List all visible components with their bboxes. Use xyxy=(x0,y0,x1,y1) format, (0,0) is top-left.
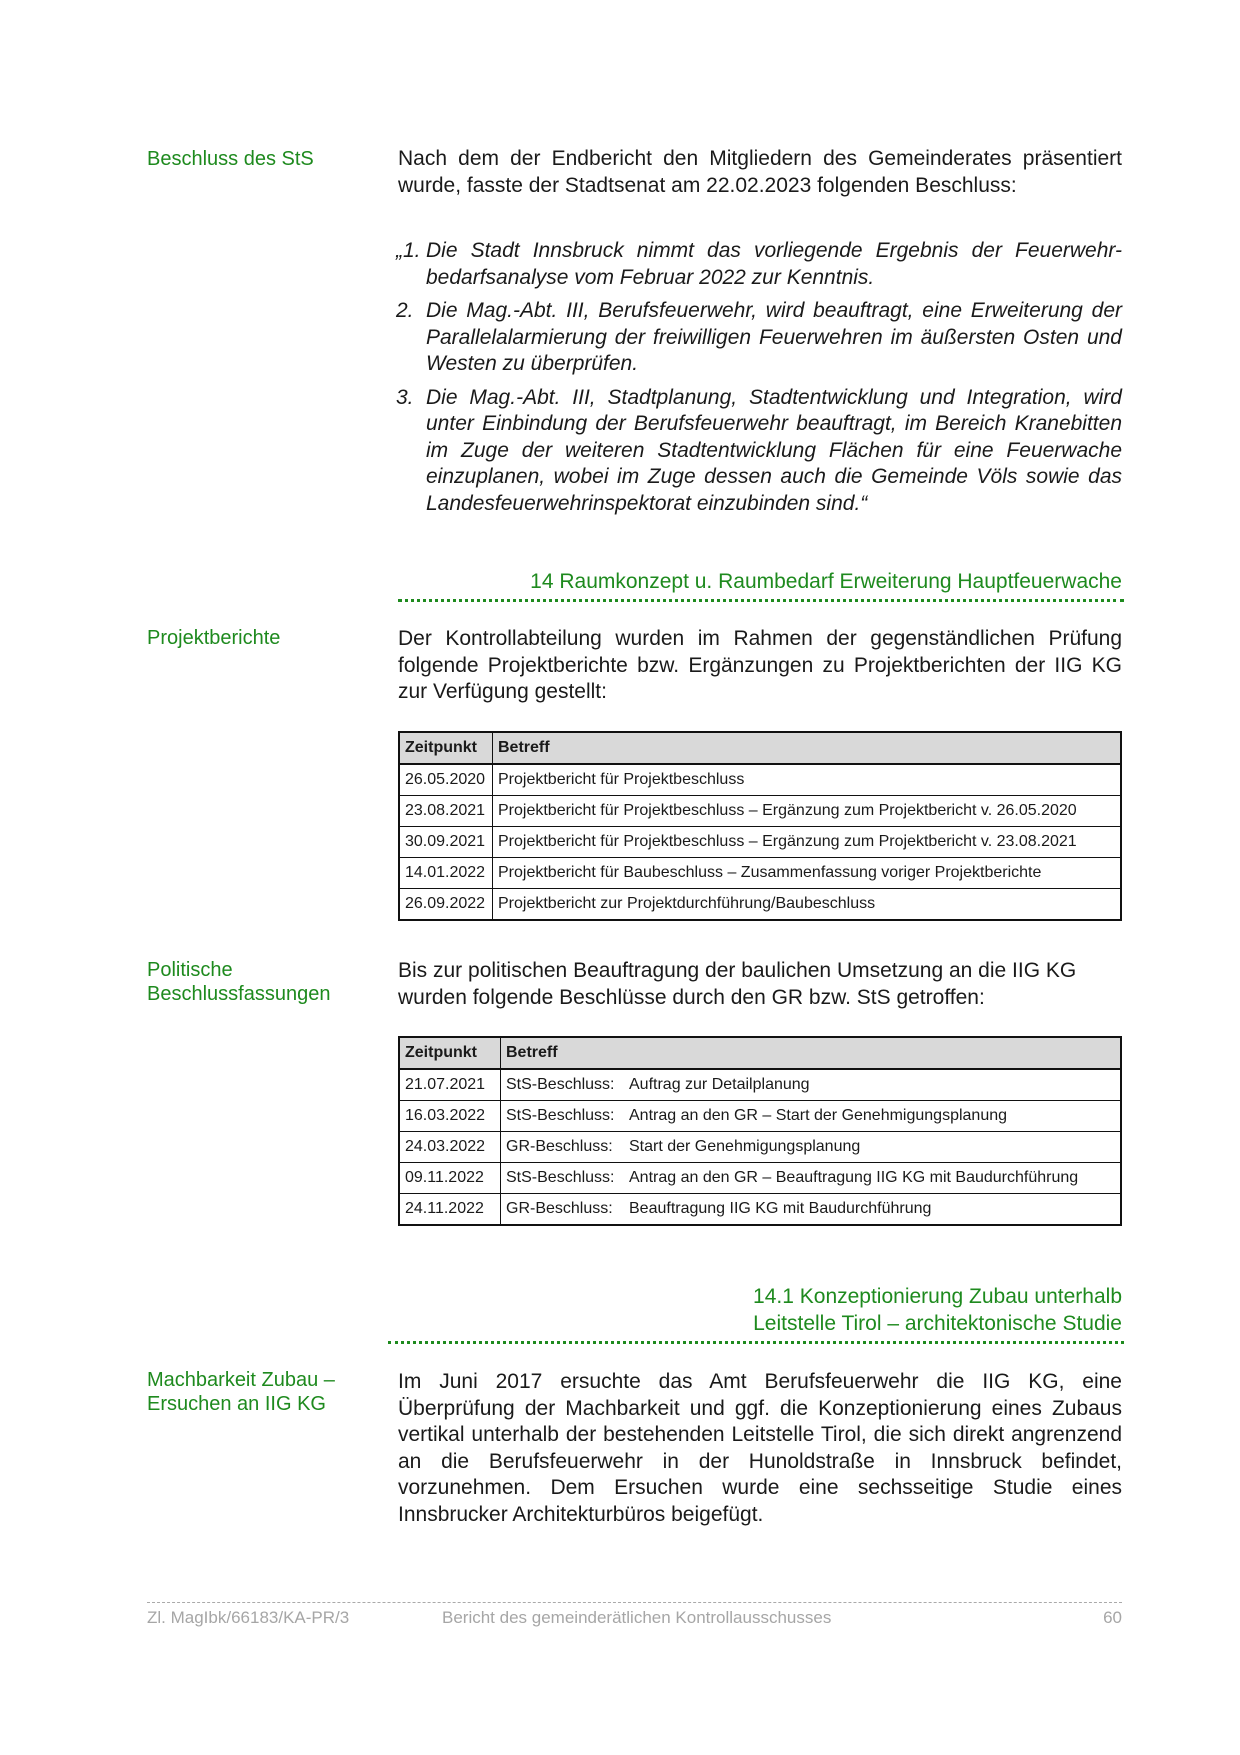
subject-text: Start der Genehmigungsplanung xyxy=(629,1138,861,1155)
date-cell: 23.08.2021 xyxy=(399,796,493,827)
section-heading-14-1 xyxy=(753,1284,1122,1337)
footer-title: Bericht des gemeinderätlichen Kontrollausschusses xyxy=(442,1608,832,1627)
side-label-line: Machbarkeit Zubau – xyxy=(147,1369,335,1391)
table-header-row xyxy=(399,732,1121,764)
intro-beschluss: Nach dem der Endbericht den Mitgliedern des Gemeinderates präsentiert wurde, fasste der Stadtsenat am 22.02.2023 folgenden Beschluss: xyxy=(398,147,1122,197)
subject-cell: Projektbericht für Projektbeschluss xyxy=(493,764,1122,796)
date-cell: 30.09.2021 xyxy=(399,827,493,858)
side-label-politische xyxy=(147,958,377,1006)
column-header: Betreff xyxy=(493,732,1122,764)
body-type: StS-Beschluss: xyxy=(506,1169,615,1186)
page-number: 60 xyxy=(1103,1608,1122,1627)
beschluss-quote xyxy=(396,238,1122,524)
body-type: StS-Beschluss: xyxy=(506,1107,615,1124)
table-row xyxy=(399,889,1121,921)
machbarkeit-text: Im Juni 2017 ersuchte das Amt Berufsfeuerwehr die IIG KG, eine Überprüfung der Machbarkeit und ggf. die Konzeptionierung eines Zubaus vertikal unterhalb der bestehenden Leitstelle Tirol, die sich direkt angrenzend an die Berufsfeuerwehr in der Hunoldstraße in Innsbruck befindet, vorzunehmen. Dem Ersuchen wurde eine sechsseitige Studie eines Innsbrucker Architekturbüros beigefügt. xyxy=(398,1370,1122,1526)
table-row xyxy=(399,827,1121,858)
item-number: „1. xyxy=(396,239,421,262)
subject-cell: Projektbericht zur Projektdurchführung/Baubeschluss xyxy=(493,889,1122,921)
table-row xyxy=(399,858,1121,889)
table-row xyxy=(399,1101,1121,1132)
table-row xyxy=(399,764,1121,796)
column-header: Zeitpunkt xyxy=(399,1037,501,1069)
subject-text: Beauftragung IIG KG mit Baudurchführung xyxy=(629,1200,932,1217)
date-cell: 24.11.2022 xyxy=(399,1194,501,1226)
quote-item xyxy=(396,298,1122,378)
heading-divider xyxy=(388,1341,1124,1344)
intro-beschluesse: Bis zur politischen Beauftragung der baulichen Umsetzung an die IIG KG wurden folgende Beschlüsse durch den GR bzw. StS getroffen: xyxy=(398,959,1077,1009)
subject-text: Antrag an den GR – Start der Genehmigungsplanung xyxy=(629,1107,1008,1124)
heading-divider xyxy=(398,599,1124,602)
beschluesse-table xyxy=(398,1036,1122,1226)
subject-text: Antrag an den GR – Beauftragung IIG KG mit Baudurchführung xyxy=(629,1169,1079,1186)
table-row xyxy=(399,1163,1121,1194)
body-type: GR-Beschluss: xyxy=(506,1200,613,1217)
subject-cell: Projektbericht für Baubeschluss – Zusammenfassung voriger Projektberichte xyxy=(493,858,1122,889)
date-cell: 09.11.2022 xyxy=(399,1163,501,1194)
subject-cell xyxy=(501,1132,1122,1163)
table-row xyxy=(399,796,1121,827)
footer-reference: Zl. MagIbk/66183/KA-PR/3 xyxy=(147,1608,350,1627)
body-type: StS-Beschluss: xyxy=(506,1076,615,1093)
subject-cell xyxy=(501,1101,1122,1132)
side-label-line: Beschlussfassungen xyxy=(147,983,331,1005)
date-cell: 14.01.2022 xyxy=(399,858,493,889)
heading-line: 14.1 Konzeptionierung Zubau unterhalb xyxy=(753,1285,1122,1308)
side-label-projektberichte: Projektberichte xyxy=(147,627,281,649)
item-number: 2. xyxy=(396,299,414,322)
table-header-row xyxy=(399,1037,1121,1069)
side-label-line: Ersuchen an IIG KG xyxy=(147,1393,326,1415)
subject-cell: Projektbericht für Projektbeschluss – Ergänzung zum Projektbericht v. 26.05.2020 xyxy=(493,796,1122,827)
quote-item xyxy=(396,238,1122,291)
subject-cell xyxy=(501,1163,1122,1194)
footer-divider xyxy=(147,1602,1122,1603)
projektberichte-table xyxy=(398,731,1122,921)
item-text: Die Mag.-Abt. III, Stadtplanung, Stadtentwicklung und Integration, wird unter Einbindung der Berufsfeuerwehr beauftragt, im Bereich Kranebitten im Zuge der weiteren Stadtentwicklung Flächen für eine Feuerwache einzuplanen, wobei im Zuge dessen auch die Gemeinde Völs sowie das Landesfeuerwehrinspektorat einzubinden sind.“ xyxy=(426,385,1122,515)
body-type: GR-Beschluss: xyxy=(506,1138,613,1155)
column-header: Zeitpunkt xyxy=(399,732,493,764)
table-row xyxy=(399,1132,1121,1163)
subject-cell: Projektbericht für Projektbeschluss – Ergänzung zum Projektbericht v. 23.08.2021 xyxy=(493,827,1122,858)
quote-item xyxy=(396,385,1122,518)
table-row xyxy=(399,1069,1121,1101)
date-cell: 16.03.2022 xyxy=(399,1101,501,1132)
item-text: Die Stadt Innsbruck nimmt das vorliegende Ergebnis der Feuerwehr-bedarfsanalyse vom Februar 2022 zur Kenntnis. xyxy=(426,239,1122,289)
intro-projektberichte: Der Kontrollabteilung wurden im Rahmen der gegenständlichen Prüfung folgende Projektberichte bzw. Ergänzungen zu Projektberichten der IIG KG zur Verfügung gestellt: xyxy=(398,627,1122,703)
item-text: Die Mag.-Abt. III, Berufsfeuerwehr, wird beauftragt, eine Erweiterung der Parallelalarmierung der freiwilligen Feuerwehren im äußersten Osten und Westen zu überprüfen. xyxy=(426,299,1122,375)
date-cell: 26.05.2020 xyxy=(399,764,493,796)
heading-line: Leitstelle Tirol – architektonische Studie xyxy=(753,1311,1122,1335)
side-label-machbarkeit xyxy=(147,1368,377,1416)
date-cell: 26.09.2022 xyxy=(399,889,493,921)
date-cell: 24.03.2022 xyxy=(399,1132,501,1163)
item-number: 3. xyxy=(396,385,414,409)
section-heading-14: 14 Raumkonzept u. Raumbedarf Erweiterung Hauptfeuerwache xyxy=(530,570,1122,593)
column-header: Betreff xyxy=(501,1037,1122,1069)
subject-cell xyxy=(501,1069,1122,1101)
date-cell: 21.07.2021 xyxy=(399,1069,501,1101)
subject-cell xyxy=(501,1194,1122,1226)
subject-text: Auftrag zur Detailplanung xyxy=(629,1076,810,1093)
table-row xyxy=(399,1194,1121,1226)
side-label-line: Politische xyxy=(147,959,233,981)
side-label-beschluss: Beschluss des StS xyxy=(147,148,314,170)
